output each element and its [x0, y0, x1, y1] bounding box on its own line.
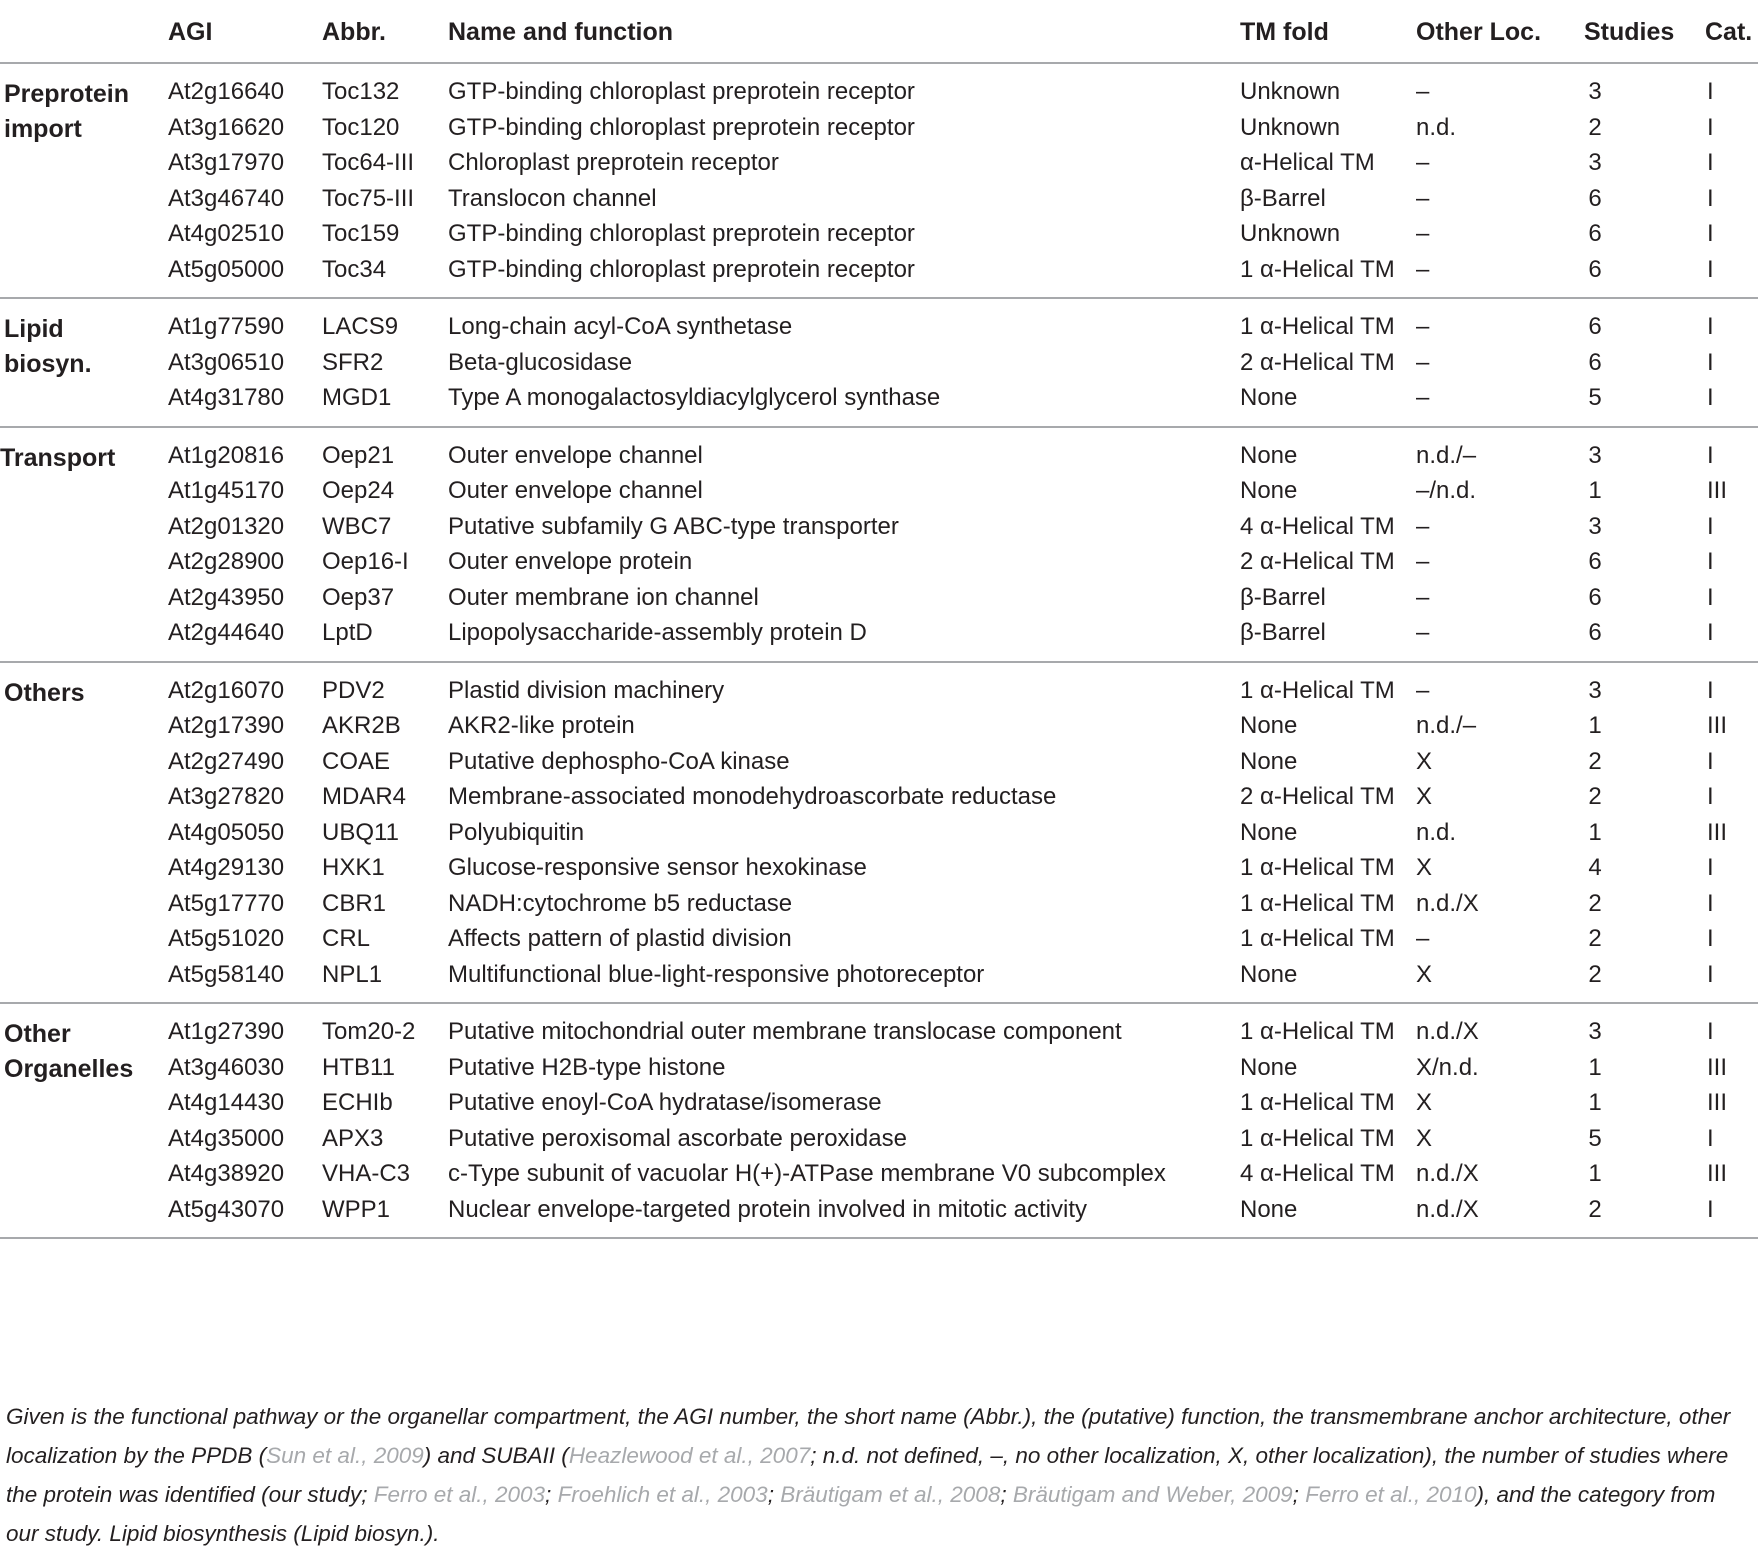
cell-other-loc: n.d. [1416, 113, 1457, 141]
cell-category: I [1707, 255, 1714, 283]
cell-tm-fold: None [1240, 384, 1298, 411]
cell-other-loc: – [1416, 384, 1430, 411]
cell-tm-fold: 1 α-Helical TM [1240, 925, 1395, 952]
cell-name-function: AKR2-like protein [448, 712, 635, 739]
cell-studies: 3 [1588, 78, 1602, 105]
group-label: biosyn. [4, 350, 92, 378]
cell-agi: At3g16620 [168, 113, 285, 141]
cell-other-loc: X [1416, 854, 1433, 881]
cell-name-function: Multifunctional blue-light-responsive photoreceptor [448, 960, 985, 988]
cell-abbr: Toc64-III [322, 149, 415, 176]
cell-studies: 3 [1588, 1018, 1602, 1045]
table-row [0, 345, 1758, 381]
cell-other-loc: X [1416, 1089, 1433, 1116]
cell-abbr: Oep24 [322, 477, 395, 504]
cell-name-function: Putative H2B-type histone [448, 1053, 726, 1081]
header-agi: AGI [168, 18, 213, 46]
citation-link[interactable]: Ferro et al., 2010 [1305, 1482, 1477, 1507]
table-row [0, 1085, 1758, 1121]
cell-category: I [1707, 441, 1714, 469]
cell-other-loc: X/n.d. [1416, 1053, 1479, 1081]
cell-category: I [1707, 548, 1714, 575]
cell-category: III [1707, 712, 1728, 739]
cell-abbr: CBR1 [322, 889, 387, 917]
cell-agi: At4g05050 [168, 818, 285, 846]
cell-abbr: WPP1 [322, 1195, 391, 1223]
cell-category: I [1707, 512, 1714, 540]
cell-agi: At2g16640 [168, 78, 285, 105]
cell-agi: At3g17970 [168, 149, 285, 176]
table-row [0, 850, 1758, 886]
cell-agi: At4g31780 [168, 384, 285, 411]
cell-name-function: Polyubiquitin [448, 818, 585, 846]
cell-name-function: GTP-binding chloroplast preprotein receptor [448, 255, 915, 283]
cell-category: I [1707, 313, 1714, 340]
cell-studies: 1 [1588, 818, 1602, 846]
table-row [0, 1192, 1758, 1228]
table-group [0, 428, 1758, 661]
cell-studies: 5 [1588, 384, 1602, 411]
cell-studies: 1 [1588, 477, 1602, 504]
cell-category: I [1707, 1195, 1714, 1223]
table-body [0, 64, 1758, 1239]
cell-other-loc: X [1416, 960, 1433, 988]
cell-studies: 2 [1588, 889, 1602, 917]
caption-text: ) and SUBAII ( [423, 1443, 569, 1468]
cell-tm-fold: 1 α-Helical TM [1240, 313, 1395, 340]
cell-tm-fold: None [1240, 441, 1298, 469]
cell-other-loc: n.d./X [1416, 889, 1479, 917]
header-studies: Studies [1584, 18, 1675, 46]
cell-tm-fold: Unknown [1240, 78, 1341, 105]
cell-category: I [1707, 1124, 1714, 1152]
cell-abbr: ECHIb [322, 1089, 393, 1116]
cell-tm-fold: β-Barrel [1240, 184, 1326, 212]
table-group [0, 299, 1758, 426]
cell-other-loc: – [1416, 583, 1430, 611]
cell-other-loc: – [1416, 548, 1430, 575]
cell-tm-fold: 4 α-Helical TM [1240, 512, 1395, 540]
cell-category: I [1707, 220, 1714, 247]
cell-other-loc: n.d./X [1416, 1195, 1479, 1223]
cell-name-function: Putative enoyl-CoA hydratase/isomerase [448, 1089, 882, 1116]
cell-name-function: Affects pattern of plastid division [448, 925, 792, 952]
cell-category: I [1707, 854, 1714, 881]
cell-name-function: c-Type subunit of vacuolar H(+)-ATPase membrane V0 subcomplex [448, 1160, 1166, 1187]
table-row [0, 110, 1758, 146]
table-row [0, 473, 1758, 509]
cell-agi: At4g14430 [168, 1089, 285, 1116]
cell-abbr: CRL [322, 925, 371, 952]
cell-abbr: HXK1 [322, 854, 385, 881]
caption-text: ), and the category from our study. Lipid biosynthesis (Lipid biosyn.). [6, 1482, 1716, 1546]
cell-tm-fold: None [1240, 1195, 1298, 1223]
cell-studies: 3 [1588, 512, 1602, 540]
group-label: import [4, 115, 82, 143]
cell-tm-fold: 2 α-Helical TM [1240, 548, 1395, 575]
cell-tm-fold: 1 α-Helical TM [1240, 854, 1395, 881]
cell-studies: 1 [1588, 1089, 1602, 1116]
table-row [0, 815, 1758, 851]
cell-abbr: AKR2B [322, 712, 401, 739]
cell-name-function: GTP-binding chloroplast preprotein receptor [448, 220, 915, 247]
cell-studies: 6 [1588, 548, 1602, 575]
group-label: Others [4, 678, 85, 707]
table-row [0, 145, 1758, 181]
cell-category: I [1707, 960, 1714, 988]
cell-abbr: SFR2 [322, 348, 384, 376]
cell-tm-fold: 1 α-Helical TM [1240, 255, 1395, 283]
cell-abbr: PDV2 [322, 676, 385, 704]
cell-category: I [1707, 1018, 1714, 1045]
cell-other-loc: – [1416, 255, 1430, 283]
cell-abbr: APX3 [322, 1124, 384, 1152]
citation-link[interactable]: Ferro et al., 2003 [373, 1482, 546, 1507]
cell-other-loc: – [1416, 512, 1430, 540]
cell-studies: 2 [1588, 783, 1602, 810]
caption-text: ; [767, 1482, 781, 1507]
cell-other-loc: n.d. [1416, 818, 1457, 846]
cell-category: III [1707, 1160, 1728, 1187]
cell-agi: At1g45170 [168, 477, 285, 504]
cell-abbr: LACS9 [322, 313, 399, 340]
cell-other-loc: – [1416, 348, 1430, 376]
table-row [0, 309, 1758, 345]
cell-category: I [1707, 889, 1714, 917]
cell-agi: At5g05000 [168, 255, 285, 283]
cell-category: I [1707, 384, 1714, 411]
header-name-function: Name and function [448, 18, 674, 46]
cell-studies: 3 [1588, 441, 1602, 469]
cell-other-loc: n.d./X [1416, 1160, 1479, 1187]
cell-category: I [1707, 676, 1714, 704]
cell-tm-fold: β-Barrel [1240, 619, 1326, 646]
cell-studies: 2 [1588, 925, 1602, 952]
table-row [0, 1050, 1758, 1086]
cell-agi: At1g20816 [168, 441, 285, 469]
cell-tm-fold: Unknown [1240, 220, 1341, 247]
cell-other-loc: – [1416, 925, 1430, 952]
cell-category: I [1707, 149, 1714, 176]
cell-agi: At5g17770 [168, 889, 285, 917]
caption-text: ; [1292, 1482, 1306, 1507]
citation-link[interactable]: Froehlich et al., 2003 [557, 1482, 768, 1507]
cell-name-function: Outer envelope channel [448, 477, 703, 504]
cell-tm-fold: None [1240, 747, 1298, 775]
cell-name-function: Plastid division machinery [448, 676, 725, 704]
cell-other-loc: – [1416, 184, 1430, 212]
cell-category: III [1707, 1053, 1728, 1081]
cell-studies: 2 [1588, 960, 1602, 988]
cell-name-function: Outer membrane ion channel [448, 583, 759, 611]
table-row [0, 886, 1758, 922]
cell-agi: At2g44640 [168, 619, 285, 646]
cell-studies: 3 [1588, 676, 1602, 704]
cell-other-loc: – [1416, 619, 1430, 646]
group-label: Transport [0, 443, 116, 472]
cell-category: III [1707, 477, 1728, 504]
cell-studies: 6 [1588, 220, 1602, 247]
table-row [0, 779, 1758, 815]
cell-studies: 2 [1588, 113, 1602, 141]
group-label: Lipid [4, 315, 64, 343]
cell-name-function: Nuclear envelope-targeted protein involved in mitotic activity [448, 1195, 1087, 1223]
table-row [0, 580, 1758, 616]
cell-agi: At3g06510 [168, 348, 285, 376]
table-row [0, 509, 1758, 545]
cell-tm-fold: 2 α-Helical TM [1240, 348, 1395, 376]
cell-other-loc: n.d./– [1416, 441, 1477, 469]
cell-agi: At1g77590 [168, 313, 285, 340]
cell-tm-fold: None [1240, 818, 1298, 846]
cell-tm-fold: None [1240, 477, 1298, 504]
cell-category: I [1707, 619, 1714, 646]
cell-abbr: LptD [322, 619, 373, 646]
cell-agi: At5g43070 [168, 1195, 285, 1223]
cell-other-loc: – [1416, 149, 1430, 176]
cell-abbr: Oep16-I [322, 548, 409, 575]
cell-agi: At3g27820 [168, 783, 285, 810]
cell-name-function: Outer envelope protein [448, 548, 693, 575]
table-row [0, 615, 1758, 651]
cell-agi: At3g46030 [168, 1053, 285, 1081]
cell-tm-fold: β-Barrel [1240, 583, 1326, 611]
cell-agi: At4g02510 [168, 220, 285, 247]
table-row [0, 181, 1758, 217]
cell-abbr: MDAR4 [322, 783, 407, 810]
cell-studies: 1 [1588, 1053, 1602, 1081]
cell-agi: At3g46740 [168, 184, 285, 212]
cell-tm-fold: 4 α-Helical TM [1240, 1160, 1395, 1187]
cell-name-function: GTP-binding chloroplast preprotein receptor [448, 113, 915, 141]
cell-tm-fold: 1 α-Helical TM [1240, 1018, 1395, 1045]
cell-other-loc: – [1416, 220, 1430, 247]
cell-studies: 4 [1588, 854, 1602, 881]
table-row [0, 438, 1758, 474]
cell-name-function: Chloroplast preprotein receptor [448, 149, 779, 176]
table-row [0, 1156, 1758, 1192]
caption-text: ; [545, 1482, 558, 1507]
cell-tm-fold: 1 α-Helical TM [1240, 1089, 1395, 1116]
cell-tm-fold: α-Helical TM [1240, 149, 1375, 176]
table-row [0, 544, 1758, 580]
header-tm-fold: TM fold [1240, 18, 1329, 46]
caption-text: ; [1000, 1482, 1013, 1507]
cell-abbr: Toc132 [322, 78, 400, 105]
cell-tm-fold: 1 α-Helical TM [1240, 889, 1395, 917]
cell-agi: At5g58140 [168, 960, 285, 988]
cell-agi: At2g28900 [168, 548, 285, 575]
table-rule [0, 1237, 1758, 1239]
cell-tm-fold: 2 α-Helical TM [1240, 783, 1395, 810]
cell-abbr: NPL1 [322, 960, 383, 988]
cell-name-function: Type A monogalactosyldiacylglycerol synthase [448, 384, 941, 411]
cell-other-loc: X [1416, 783, 1433, 810]
table-header-row [0, 0, 1758, 62]
cell-abbr: MGD1 [322, 384, 392, 411]
cell-abbr: VHA-C3 [322, 1160, 411, 1187]
cell-name-function: Beta-glucosidase [448, 348, 633, 376]
table-row [0, 921, 1758, 957]
cell-studies: 6 [1588, 184, 1602, 212]
cell-studies: 6 [1588, 583, 1602, 611]
table-row [0, 1121, 1758, 1157]
table-group [0, 64, 1758, 297]
cell-name-function: Putative mitochondrial outer membrane translocase component [448, 1018, 1122, 1045]
cell-abbr: WBC7 [322, 512, 392, 540]
citation-link[interactable]: Heazlewood et al., 2007 [568, 1443, 811, 1468]
cell-category: I [1707, 113, 1714, 141]
cell-agi: At4g38920 [168, 1160, 285, 1187]
cell-agi: At5g51020 [168, 925, 285, 952]
cell-abbr: UBQ11 [322, 818, 399, 846]
cell-other-loc: –/n.d. [1416, 477, 1477, 504]
cell-category: III [1707, 1089, 1728, 1116]
cell-studies: 5 [1588, 1124, 1602, 1152]
cell-abbr: Oep37 [322, 583, 395, 611]
cell-category: I [1707, 184, 1714, 212]
cell-other-loc: X [1416, 1124, 1433, 1152]
cell-agi: At2g16070 [168, 676, 285, 704]
table-row [0, 744, 1758, 780]
cell-agi: At2g17390 [168, 712, 285, 739]
cell-name-function: Membrane-associated monodehydroascorbate reductase [448, 783, 1057, 810]
citation-link[interactable]: Bräutigam et al., 2008 [780, 1482, 1001, 1507]
cell-category: I [1707, 348, 1714, 376]
cell-abbr: Tom20-2 [322, 1018, 416, 1045]
table-row [0, 1014, 1758, 1050]
cell-studies: 6 [1588, 313, 1602, 340]
cell-name-function: Glucose-responsive sensor hexokinase [448, 854, 867, 881]
cell-studies: 1 [1588, 1160, 1602, 1187]
cell-other-loc: – [1416, 78, 1430, 105]
cell-studies: 6 [1588, 348, 1602, 376]
cell-name-function: Translocon channel [448, 184, 657, 212]
cell-studies: 2 [1588, 747, 1602, 775]
cell-agi: At2g43950 [168, 583, 285, 611]
cell-studies: 2 [1588, 1195, 1602, 1223]
cell-abbr: Toc159 [322, 220, 400, 247]
cell-category: I [1707, 925, 1714, 952]
cell-category: III [1707, 818, 1728, 846]
cell-name-function: Putative dephospho-CoA kinase [448, 747, 790, 775]
cell-name-function: Lipopolysaccharide-assembly protein D [448, 619, 867, 646]
cell-abbr: COAE [322, 747, 391, 775]
cell-abbr: Toc34 [322, 255, 387, 283]
group-label: Organelles [4, 1055, 134, 1083]
table-row [0, 708, 1758, 744]
citation-link[interactable]: Bräutigam and Weber, 2009 [1012, 1482, 1293, 1507]
cell-tm-fold: 1 α-Helical TM [1240, 676, 1395, 704]
cell-abbr: Toc75-III [322, 184, 415, 212]
header-cat: Cat. [1705, 18, 1753, 46]
cell-agi: At2g27490 [168, 747, 285, 775]
citation-link[interactable]: Sun et al., 2009 [266, 1443, 424, 1468]
table-group [0, 1004, 1758, 1237]
cell-studies: 6 [1588, 255, 1602, 283]
cell-agi: At1g27390 [168, 1018, 285, 1045]
cell-name-function: NADH:cytochrome b5 reductase [448, 889, 793, 917]
cell-abbr: Toc120 [322, 113, 400, 141]
table-row [0, 252, 1758, 288]
cell-other-loc: X [1416, 747, 1433, 775]
cell-other-loc: n.d./X [1416, 1018, 1479, 1045]
table-row [0, 216, 1758, 252]
cell-tm-fold: None [1240, 960, 1298, 988]
cell-category: I [1707, 747, 1714, 775]
cell-other-loc: – [1416, 676, 1430, 704]
table-row [0, 380, 1758, 416]
table-row [0, 673, 1758, 709]
caption-text: ; n.d. not defined, –, no other localization, X, other localization), the number of studies where the protein was identified (our study; [6, 1443, 1729, 1507]
cell-agi: At4g29130 [168, 854, 285, 881]
cell-agi: At4g35000 [168, 1124, 285, 1152]
header-other-loc: Other Loc. [1416, 18, 1542, 46]
cell-other-loc: n.d./– [1416, 712, 1477, 739]
cell-name-function: GTP-binding chloroplast preprotein receptor [448, 78, 915, 105]
cell-name-function: Putative subfamily G ABC-type transporter [448, 512, 899, 540]
cell-category: I [1707, 583, 1714, 611]
header-abbr: Abbr. [322, 18, 386, 46]
table-row [0, 957, 1758, 993]
cell-other-loc: – [1416, 313, 1430, 340]
cell-category: I [1707, 78, 1714, 105]
cell-studies: 1 [1588, 712, 1602, 739]
cell-name-function: Putative peroxisomal ascorbate peroxidase [448, 1124, 907, 1152]
cell-name-function: Long-chain acyl-CoA synthetase [448, 313, 793, 340]
table-row [0, 74, 1758, 110]
caption-text: Given is the functional pathway or the organellar compartment, the AGI number, the short name (Abbr.), the (putative) function, the transmembrane anchor architecture, other localization by the PPDB ( [6, 1404, 1731, 1468]
cell-category: I [1707, 783, 1714, 810]
group-label: Preprotein [4, 80, 130, 108]
cell-name-function: Outer envelope channel [448, 441, 703, 469]
cell-tm-fold: None [1240, 712, 1298, 739]
cell-tm-fold: None [1240, 1053, 1298, 1081]
cell-agi: At2g01320 [168, 512, 285, 540]
cell-abbr: HTB11 [322, 1053, 395, 1081]
cell-studies: 3 [1588, 149, 1602, 176]
table-caption [6, 1397, 1752, 1553]
table-group [0, 663, 1758, 1003]
cell-tm-fold: 1 α-Helical TM [1240, 1124, 1395, 1152]
cell-studies: 6 [1588, 619, 1602, 646]
cell-abbr: Oep21 [322, 441, 395, 469]
group-label: Other [4, 1020, 71, 1048]
cell-tm-fold: Unknown [1240, 113, 1341, 141]
